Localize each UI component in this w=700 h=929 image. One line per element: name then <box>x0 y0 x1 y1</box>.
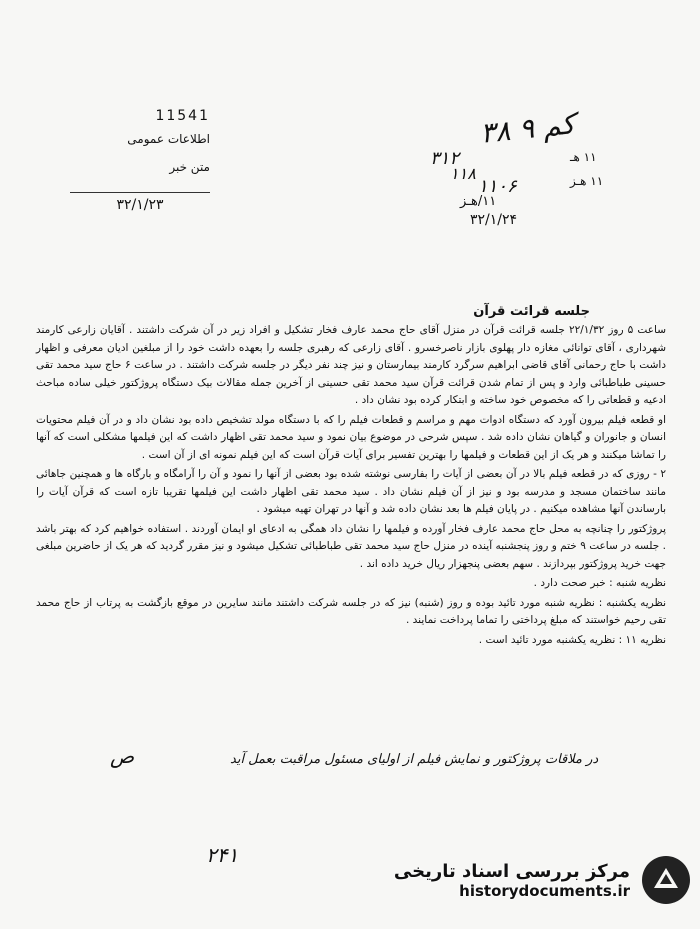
header-left-block <box>70 108 210 213</box>
archive-logo-icon <box>640 854 692 906</box>
header-sub-label: متن خبر <box>169 160 210 174</box>
handwritten-instruction: در ملاقات پروژکتور و نمایش فیلم از اولیای مسئول مراقبت بعمل آید <box>230 752 599 767</box>
header-label: اطلاعات عمومی <box>127 132 210 146</box>
handwritten-note-3: ۱۱۸ <box>450 164 476 183</box>
watermark-text <box>394 861 630 900</box>
body-paragraph-4: پروژکتور را چنانچه به محل حاج محمد عارف فخار آورده و فیلمها را نشان داد همگی به ادعای او ایمان آوردند . استفاده خواهیم کرد که بهتر باشد . جلسه در ساعت ۹ ختم و روز پنجشنبه آینده در منزل حاج سید محمد تقی طباطبائی تشکیل میشود و نیز مقرر گردید که هر یک از حاضرین مبلغی جهت خرید پروژکتور بپردازند . سهم بعضی پنجهزار ریال خرید داده اند . <box>36 522 666 570</box>
watermark-org-name: مرکز بررسی اسناد تاریخی <box>393 860 630 882</box>
watermark-url: historydocuments.ir <box>459 881 630 900</box>
footer-number: ۲۴۱ <box>206 843 239 867</box>
signature-area <box>110 744 670 792</box>
opinion-saturday: نظریه شنبه : خبر صحت دارد . <box>533 577 666 589</box>
body-paragraph-1: ساعت ۵ روز ۲۲/۱/۳۲ جلسه قرائت قرآن در منزل آقای حاج محمد عارف فخار تشکیل و افراد زیر در آن شرکت داشتند . آقایان زارعی کارمند شهرداری ، آقای توانائی مغازه دار پهلوی بازار ناصرخسرو . آقای زارعی که رهبری جلسه را بعهده داشت خود را از مبلغین ادیان معرفی و اظهار داشت با حاج رحمانی آقای قاضی ابراهیم سرگرد کارمند بیمارستان و نیز چند نفر دیگر در جلسه شرکت داشتند . در ساعت ۶ حاج سید محمد تقی حسینی طباطبائی وارد و پس از تمام شدن قرائت قرآن سید محمد تقی حسینی از آخرین جمله مقالات بیک دستگاه پروژکتور خیلی ساده مباحث ادعیه و قطعاتی را که مخصوص خود ساخته و ابتکار کرده بود نشان داد . <box>36 324 667 406</box>
signature-mark: ص <box>110 744 135 768</box>
opinion-sunday: نظریه یکشنبه : نظریه شنبه مورد تائید بوده و روز (شنبه) نیز که در جلسه شرکت داشتند مانند سایرین در موقع بازگشت به پرتاب از حاج محمد تقی رحیم خواستند که مبلغ پرداختی را تماما پرداخت نمایند . <box>36 596 666 626</box>
document-body <box>36 322 666 649</box>
opinion-final: نظریه ۱۱ : نظریه یکشنبه مورد تائید است . <box>478 633 666 646</box>
watermark <box>392 841 692 919</box>
header-right-line-1: ۱۱ هـ <box>570 150 597 164</box>
header-right-date: ۳۲/۱/۲۴ <box>470 212 518 228</box>
body-paragraph-3: ۲ - روزی که در قطعه فیلم بالا در آن بعضی از آیات را بفارسی نوشته شده بود بعضی از آنها را نمود و آن را آرامگاه و بارگاه ها و همچنین جاهائی مانند ساختمان مسجد و مدرسه بود و نیز از آن فیلم نشان داد . سید محمد تقی اظهار داشت این فیلمها تقریبا تازه است که قرآن آیات را بارساندن آنها مشاهده میکنیم . در پایان فیلم ها بعد نشان داده شد و آنها در تهران تهیه میشود . <box>36 468 666 515</box>
handwritten-note-1: ۳۸ ۹ کم <box>478 107 577 150</box>
body-paragraph-2: او قطعه فیلم بیرون آورد که دستگاه ادوات مهم و مراسم و قطعات فیلم را که با دستگاه مولد تشخیص داده بود نشان داد و در آن فیلم محتویات انسان و جانوران و گیاهان نشان داده شد . سپس شرحی در موضوع بیان نمود و سید محمد تقی اظهار داشت که این فیلمها مشکلی است که آنها را تماشا میکنند و هر یک از این قطعات و فیلمها را بهترین تفسیر برای آیات قرآن است که این فیلم نمونه ای از آن است . <box>36 413 666 461</box>
header-right-block <box>410 107 610 228</box>
handwritten-note-2: ۳۱۲ <box>430 148 460 169</box>
document-number: 11541 <box>155 108 210 124</box>
header-left-date: ۳۲/۱/۲۳ <box>70 192 210 213</box>
header-right-line-3: ۱۱/هـز <box>460 194 497 209</box>
handwritten-note-4: ۱۱۰۶ <box>478 176 517 197</box>
header-right-line-2: ۱۱ هـز <box>570 174 604 188</box>
document-title: جلسه قرائت قرآن <box>473 304 590 319</box>
